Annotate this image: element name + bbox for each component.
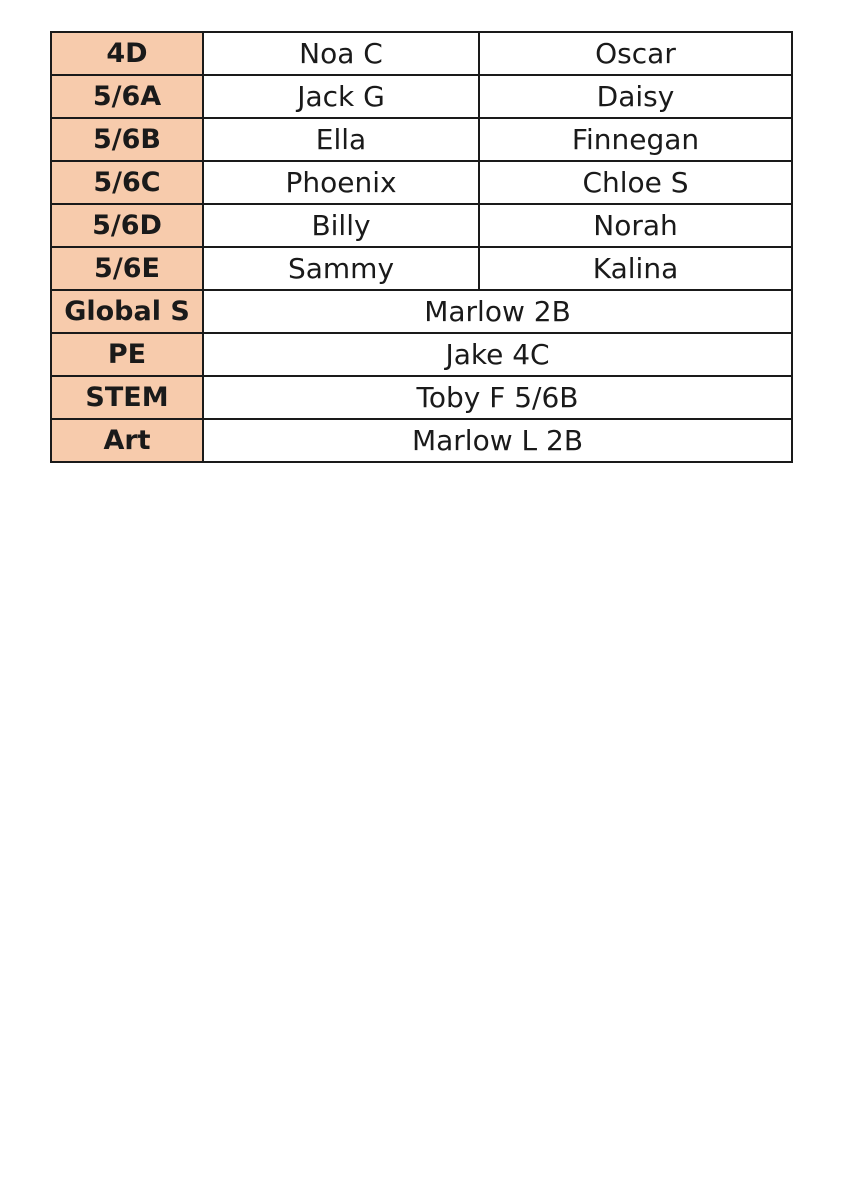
table-cell: Chloe S [479,161,792,204]
table-row [51,247,792,290]
table-row [51,204,792,247]
row-label-stem: STEM [51,376,203,419]
table-row [51,419,792,462]
row-label-5-6a: 5/6A [51,75,203,118]
table-cell: Finnegan [479,118,792,161]
table-row [51,32,792,75]
row-label-5-6b: 5/6B [51,118,203,161]
table-cell: Kalina [479,247,792,290]
row-label-5-6c: 5/6C [51,161,203,204]
table-row [51,118,792,161]
table-row [51,290,792,333]
row-label-art: Art [51,419,203,462]
table-row [51,376,792,419]
awards-table [50,31,793,463]
table-cell: Marlow L 2B [203,419,792,462]
table-cell: Noa C [203,32,479,75]
row-label-global-s: Global S [51,290,203,333]
table-cell: Marlow 2B [203,290,792,333]
table-cell: Jack G [203,75,479,118]
table-cell: Daisy [479,75,792,118]
table-cell: Toby F 5/6B [203,376,792,419]
table-cell: Billy [203,204,479,247]
table-cell: Phoenix [203,161,479,204]
row-label-4d: 4D [51,32,203,75]
table-cell: Ella [203,118,479,161]
table-cell: Oscar [479,32,792,75]
row-label-5-6d: 5/6D [51,204,203,247]
table-cell: Sammy [203,247,479,290]
table-row [51,75,792,118]
table-row [51,161,792,204]
table-cell: Jake 4C [203,333,792,376]
row-label-pe: PE [51,333,203,376]
table-cell: Norah [479,204,792,247]
row-label-5-6e: 5/6E [51,247,203,290]
table-row [51,333,792,376]
